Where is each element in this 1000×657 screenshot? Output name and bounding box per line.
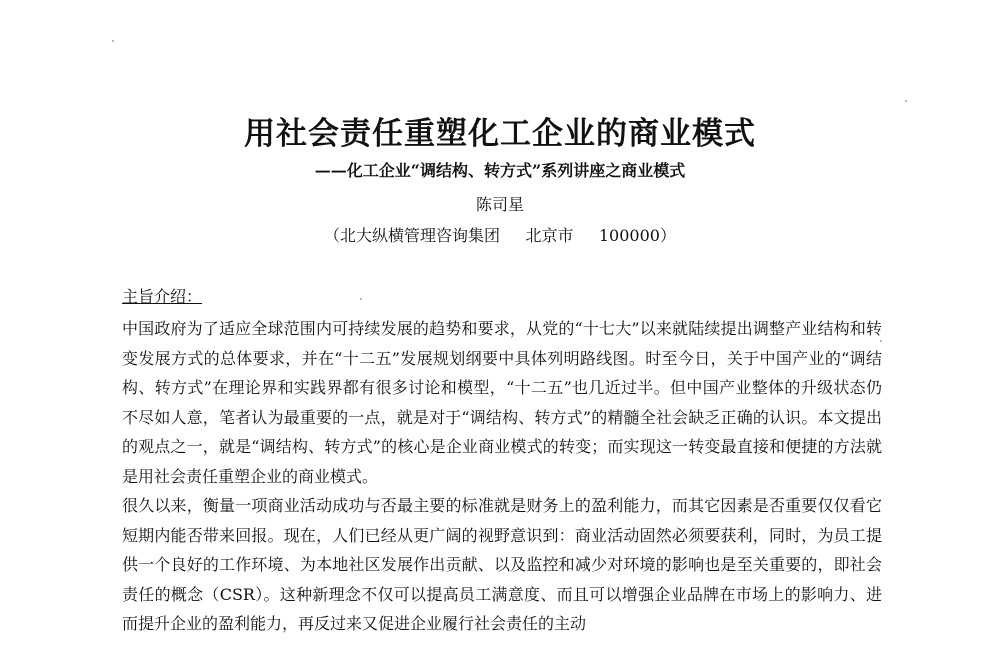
section-heading: 主旨介绍：: [122, 287, 203, 306]
author-affiliation: （北大纵横管理咨询集团 北京市 100000）: [324, 226, 676, 245]
paragraph: 中国政府为了适应全球范围内可持续发展的趋势和要求，从党的“十七大”以来就陆续提出调整产业结构和转变发展方式的总体要求，并在“十二五”发展规划纲要中具体列明路线图。时至今日，关于中国产业的“调结构、转方式”在理论界和实践界都有很多讨论和模型，“十二五”也几近过半。但中国产业整体的升级状态仍不尽如人意，笔者认为最重要的一点，就是对于“调结构、转方式”的精髓全社会缺乏正确的认识。本文提出的观点之一，就是“调结构、转方式”的核心是企业商业模式的转变；而实现这一转变最直接和便捷的方法就是用社会责任重塑企业的商业模式。: [122, 319, 882, 486]
author-name: 陈司星: [475, 195, 524, 214]
document-subtitle: ——化工企业“调结构、转方式”系列讲座之商业模式: [314, 161, 686, 180]
scan-speck: [360, 298, 362, 300]
document-title: 用社会责任重塑化工企业的商业模式: [244, 116, 756, 152]
scan-speck: [905, 100, 907, 102]
scan-speck: [880, 340, 882, 342]
scan-speck: [112, 40, 114, 42]
body-text: [122, 314, 882, 639]
paragraph: 很久以来，衡量一项商业活动成功与否最主要的标准就是财务上的盈利能力，而其它因素是否重要仅仅看它短期内能否带来回报。现在，人们已经从更广阔的视野意识到：商业活动固然必须要获利，同时，为员工提供一个良好的工作环境、为本地社区发展作出贡献、以及监控和减少对环境的影响也是至关重要的，即社会责任的概念（CSR）。这种新理念不仅可以提高员工满意度、而且可以增强企业品牌在市场上的影响力、进而提升企业的盈利能力，再反过来又促进企业履行社会责任的主动: [122, 496, 882, 633]
